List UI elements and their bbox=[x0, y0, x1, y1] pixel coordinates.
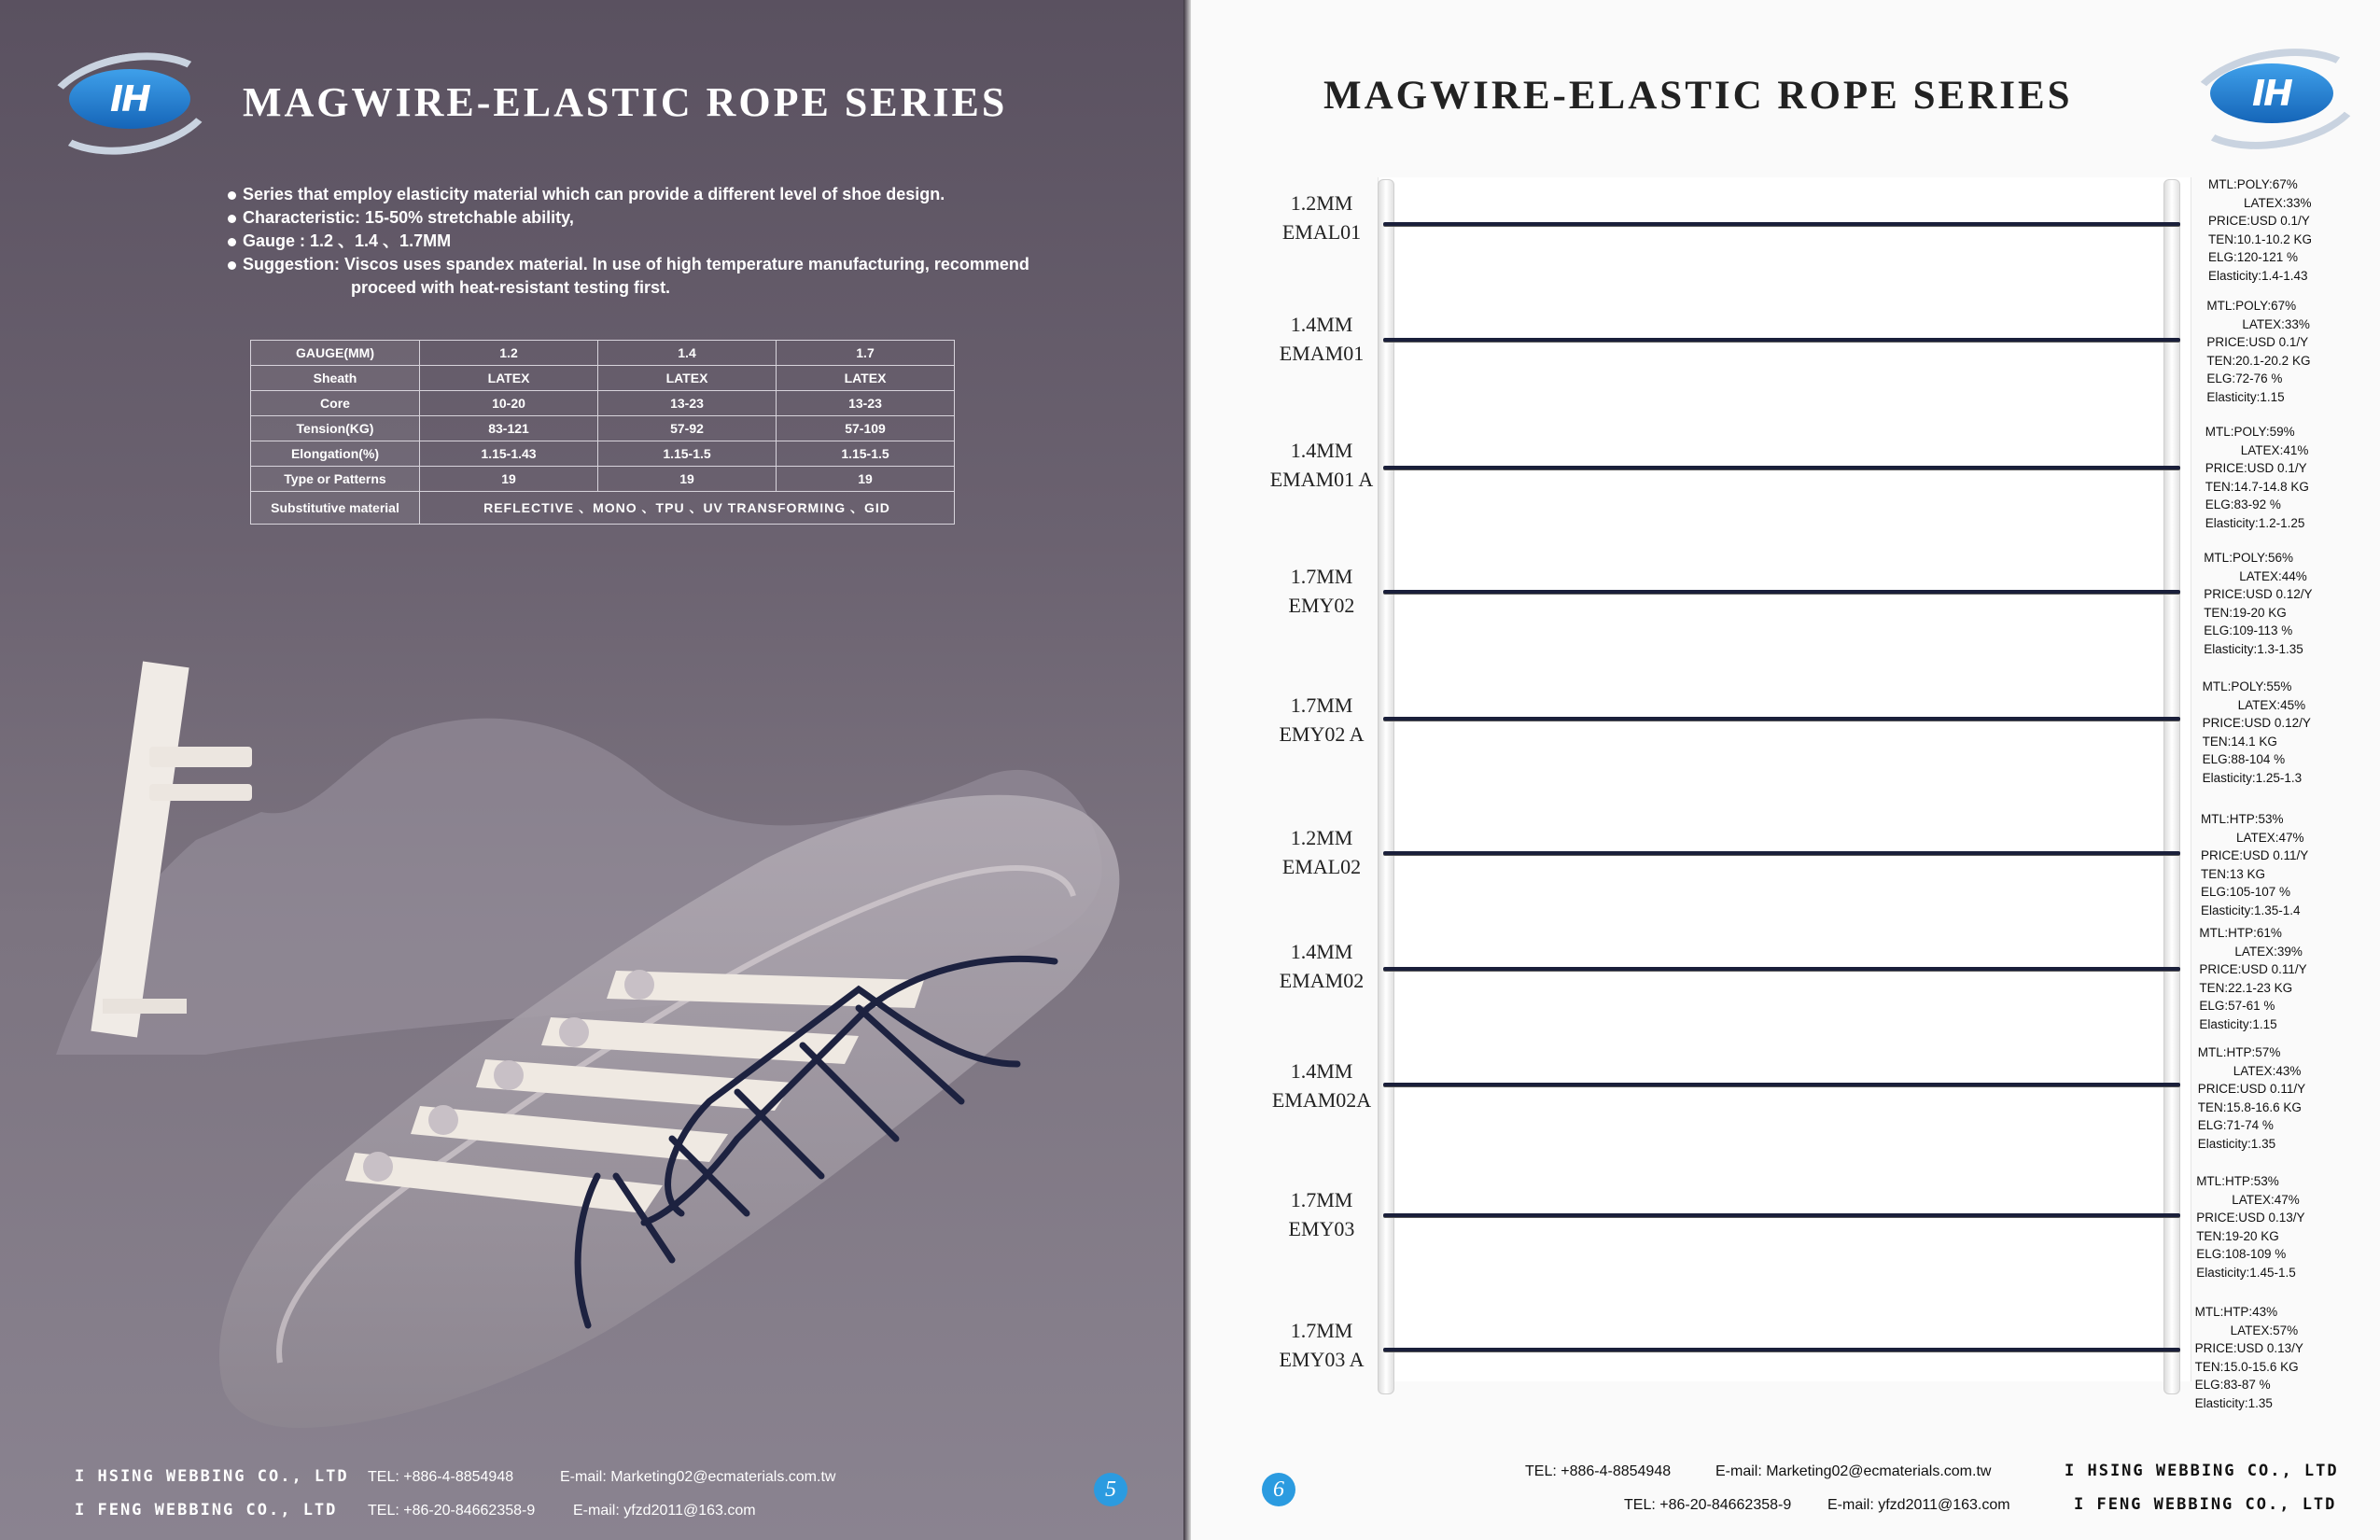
rope-spec-line: LATEX:39% bbox=[2234, 944, 2303, 959]
table-row bbox=[251, 441, 955, 467]
bullet-dot-icon bbox=[228, 238, 236, 246]
rope-sample-label bbox=[1219, 937, 1424, 995]
table-cell: 57-109 bbox=[777, 416, 955, 441]
rope-spec-line: PRICE:USD 0.1/Y bbox=[2205, 461, 2307, 475]
rope-spec-list bbox=[2206, 297, 2310, 406]
rope-sample-row bbox=[1191, 812, 2380, 933]
rope-code: EMAM01 A bbox=[1269, 468, 1374, 491]
rope-spec-line: Elasticity:1.4-1.43 bbox=[2208, 268, 2308, 283]
rope-spec-line: MTL:HTP:53% bbox=[2196, 1174, 2279, 1188]
table-cell: Elongation(%) bbox=[251, 441, 420, 467]
table-cell: 19 bbox=[777, 467, 955, 492]
rope-spec-list bbox=[2205, 423, 2309, 532]
rope-spec-line: Elasticity:1.25-1.3 bbox=[2202, 770, 2303, 785]
rope-spec-line: PRICE:USD 0.11/Y bbox=[2197, 1082, 2306, 1096]
table-row bbox=[251, 391, 955, 416]
rope-spec-line: PRICE:USD 0.11/Y bbox=[2199, 962, 2307, 976]
table-cell: LATEX bbox=[420, 366, 598, 391]
rope-spec-line: LATEX:43% bbox=[2233, 1063, 2302, 1078]
rope-gauge: 1.4MM bbox=[1290, 1059, 1353, 1083]
rope-spec-line: TEN:10.1-10.2 KG bbox=[2208, 231, 2313, 246]
rope-spec-line: TEN:20.1-20.2 KG bbox=[2206, 353, 2311, 368]
rope-spec-line: MTL:HTP:57% bbox=[2197, 1045, 2281, 1059]
rope-sample-row bbox=[1191, 551, 2380, 672]
rope-spec-line: MTL:POLY:59% bbox=[2205, 425, 2295, 439]
footer-tel-2: TEL: +86-20-84662358-9 bbox=[368, 1503, 536, 1519]
bullet-dot-icon bbox=[228, 191, 236, 200]
rope-spec-line: PRICE:USD 0.13/Y bbox=[2194, 1341, 2303, 1355]
rope-spec-line: MTL:HTP:43% bbox=[2194, 1305, 2278, 1319]
shoe-illustration bbox=[0, 616, 1183, 1456]
page-title: MAGWIRE-ELASTIC ROPE SERIES bbox=[1323, 74, 2073, 118]
rope-spec-line: ELG:72-76 % bbox=[2206, 371, 2283, 385]
page-title: MAGWIRE-ELASTIC ROPE SERIES bbox=[243, 79, 1008, 125]
bullet-dot-icon bbox=[228, 261, 236, 270]
rope-code: EMAM01 bbox=[1279, 342, 1365, 365]
table-cell: Tension(KG) bbox=[251, 416, 420, 441]
page-gutter bbox=[1183, 0, 1191, 1540]
table-cell: 10-20 bbox=[420, 391, 598, 416]
rope-sample bbox=[1383, 717, 2180, 721]
footer-tel-1: TEL: +886-4-8854948 bbox=[1525, 1463, 1672, 1479]
rope-spec-line: ELG:71-74 % bbox=[2197, 1118, 2274, 1132]
rope-spec-line: Elasticity:1.35-1.4 bbox=[2201, 903, 2301, 917]
rope-gauge: 1.2MM bbox=[1290, 826, 1353, 849]
rope-spec-line: LATEX:44% bbox=[2239, 568, 2307, 583]
rope-sample bbox=[1383, 222, 2180, 226]
rope-spec-list bbox=[2199, 924, 2306, 1033]
rope-spec-line: LATEX:47% bbox=[2232, 1192, 2300, 1207]
rope-sample-label bbox=[1219, 189, 1424, 246]
rope-spec-line: TEN:15.0-15.6 KG bbox=[2194, 1359, 2299, 1374]
table-row bbox=[251, 416, 955, 441]
rope-spec-line: ELG:57-61 % bbox=[2199, 999, 2275, 1013]
rope-sample-row bbox=[1191, 425, 2380, 546]
rope-gauge: 1.7MM bbox=[1290, 565, 1353, 588]
footer-email-2: E-mail: yfzd2011@163.com bbox=[573, 1503, 756, 1519]
table-cell: Type or Patterns bbox=[251, 467, 420, 492]
rope-spec-line: PRICE:USD 0.12/Y bbox=[2204, 587, 2313, 601]
rope-spec-line: LATEX:57% bbox=[2230, 1323, 2299, 1337]
rope-spec-list bbox=[2195, 1303, 2303, 1412]
left-page bbox=[0, 0, 1183, 1540]
rope-spec-line: Elasticity:1.45-1.5 bbox=[2196, 1265, 2296, 1280]
rope-code: EMY02 bbox=[1288, 594, 1355, 617]
table-header-cell: GAUGE(MM) bbox=[251, 341, 420, 366]
rope-spec-line: MTL:POLY:56% bbox=[2204, 551, 2293, 565]
table-cell: 83-121 bbox=[420, 416, 598, 441]
table-header-cell: 1.4 bbox=[598, 341, 777, 366]
rope-spec-line: TEN:19-20 KG bbox=[2204, 605, 2287, 620]
table-cell: LATEX bbox=[598, 366, 777, 391]
rope-spec-line: TEN:14.1 KG bbox=[2202, 734, 2277, 749]
rope-spec-list bbox=[2203, 678, 2311, 787]
page-number: 6 bbox=[1262, 1473, 1295, 1506]
table-row bbox=[251, 467, 955, 492]
rope-spec-line: ELG:120-121 % bbox=[2208, 250, 2299, 264]
table-cell: 13-23 bbox=[777, 391, 955, 416]
rope-sample-row bbox=[1191, 926, 2380, 1047]
rope-spec-line: MTL:HTP:61% bbox=[2199, 926, 2282, 940]
bullet-item: Gauge : 1.2 、1.4 、1.7MM bbox=[228, 230, 1105, 253]
rope-code: EMAL02 bbox=[1281, 855, 1362, 878]
rope-code: EMAM02A bbox=[1271, 1088, 1372, 1112]
rope-spec-line: Elasticity:1.3-1.35 bbox=[2204, 641, 2303, 656]
rope-sample-row bbox=[1191, 679, 2380, 801]
table-cell: 19 bbox=[598, 467, 777, 492]
rope-sample bbox=[1383, 590, 2180, 594]
rope-spec-line: TEN:19-20 KG bbox=[2196, 1228, 2279, 1243]
rope-spec-line: TEN:14.7-14.8 KG bbox=[2205, 479, 2309, 494]
rope-gauge: 1.4MM bbox=[1290, 313, 1353, 336]
rope-spec-line: LATEX:47% bbox=[2236, 830, 2304, 845]
rope-spec-line: Elasticity:1.15 bbox=[2206, 389, 2285, 404]
rope-spec-line: ELG:109-113 % bbox=[2204, 623, 2293, 637]
rope-spec-list bbox=[2204, 549, 2312, 658]
table-cell: Core bbox=[251, 391, 420, 416]
table-cell: 13-23 bbox=[598, 391, 777, 416]
rope-sample-row bbox=[1191, 1174, 2380, 1295]
rope-spec-line: ELG:83-87 % bbox=[2194, 1378, 2271, 1392]
rope-code: EMAL01 bbox=[1281, 220, 1362, 244]
table-header-row bbox=[251, 341, 955, 366]
footer-company-2: I FENG WEBBING CO., LTD bbox=[75, 1501, 338, 1519]
rope-spec-line: PRICE:USD 0.1/Y bbox=[2206, 335, 2309, 349]
brand-logo bbox=[43, 47, 220, 149]
footer-tel-1: TEL: +886-4-8854948 bbox=[368, 1469, 514, 1485]
rope-spec-line: LATEX:41% bbox=[2240, 442, 2309, 457]
rope-gauge: 1.4MM bbox=[1290, 439, 1353, 462]
rope-sample-row bbox=[1191, 299, 2380, 420]
footer-company-1: I HSING WEBBING CO., LTD bbox=[2065, 1462, 2339, 1480]
rope-gauge: 1.7MM bbox=[1290, 1319, 1353, 1342]
footer-email-1: E-mail: Marketing02@ecmaterials.com.tw bbox=[560, 1469, 836, 1485]
table-cell: REFLECTIVE 、MONO 、TPU 、UV TRANSFORMING 、GID bbox=[420, 492, 955, 525]
table-cell: 1.15-1.5 bbox=[777, 441, 955, 467]
rope-spec-list bbox=[2196, 1172, 2304, 1281]
rope-spec-line: LATEX:33% bbox=[2244, 195, 2312, 210]
rope-spec-line: ELG:88-104 % bbox=[2202, 752, 2286, 766]
spec-table bbox=[250, 340, 955, 525]
table-cell: 57-92 bbox=[598, 416, 777, 441]
footer-company-1: I HSING WEBBING CO., LTD bbox=[75, 1467, 349, 1486]
rope-sample-label bbox=[1219, 436, 1424, 494]
rope-spec-list bbox=[2198, 1043, 2305, 1153]
rope-sample-row bbox=[1191, 177, 2380, 299]
rope-sample bbox=[1383, 851, 2180, 855]
rope-sample bbox=[1383, 1083, 2180, 1086]
rope-spec-line: Elasticity:1.2-1.25 bbox=[2205, 515, 2305, 530]
bullet-item: Characteristic: 15-50% stretchable ability, bbox=[228, 206, 1105, 230]
rope-spec-line: MTL:POLY:67% bbox=[2208, 177, 2298, 191]
table-header-cell: 1.7 bbox=[777, 341, 955, 366]
rope-spec-line: LATEX:33% bbox=[2242, 316, 2310, 331]
table-row bbox=[251, 492, 955, 525]
footer-company-2: I FENG WEBBING CO., LTD bbox=[2074, 1495, 2337, 1514]
page-number: 5 bbox=[1094, 1473, 1127, 1506]
rope-sample bbox=[1383, 1348, 2180, 1351]
rope-spec-line: ELG:105-107 % bbox=[2201, 885, 2291, 899]
rope-spec-line: MTL:POLY:55% bbox=[2202, 679, 2292, 693]
bullet-dot-icon bbox=[228, 215, 236, 223]
rope-code: EMAM02 bbox=[1279, 969, 1365, 992]
rope-sample-row bbox=[1191, 1305, 2380, 1426]
rope-spec-line: TEN:13 KG bbox=[2201, 866, 2266, 881]
rope-spec-line: MTL:POLY:67% bbox=[2206, 299, 2297, 313]
rope-spec-line: PRICE:USD 0.12/Y bbox=[2202, 716, 2311, 730]
table-cell: LATEX bbox=[777, 366, 955, 391]
table-cell: 19 bbox=[420, 467, 598, 492]
rope-sample bbox=[1383, 466, 2180, 469]
rope-sample bbox=[1383, 1213, 2180, 1217]
brand-logo-text: IH bbox=[110, 78, 149, 119]
rope-sample-row bbox=[1191, 1045, 2380, 1167]
rope-code: EMY03 bbox=[1288, 1217, 1355, 1240]
rope-spec-line: TEN:15.8-16.6 KG bbox=[2197, 1099, 2302, 1114]
brand-logo-text: IH bbox=[2252, 73, 2291, 114]
rope-spec-line: PRICE:USD 0.1/Y bbox=[2208, 214, 2310, 228]
rope-code: EMY02 A bbox=[1279, 722, 1365, 746]
table-cell: Sheath bbox=[251, 366, 420, 391]
rope-spec-line: Elasticity:1.15 bbox=[2199, 1016, 2277, 1031]
table-cell: 1.15-1.43 bbox=[420, 441, 598, 467]
rope-gauge: 1.4MM bbox=[1290, 940, 1353, 963]
rope-spec-line: PRICE:USD 0.13/Y bbox=[2196, 1211, 2305, 1225]
rope-spec-list bbox=[2201, 810, 2308, 919]
rope-code: EMY03 A bbox=[1279, 1348, 1365, 1371]
rope-spec-line: Elasticity:1.35 bbox=[2194, 1395, 2273, 1410]
table-cell: Substitutive material bbox=[251, 492, 420, 525]
rope-spec-list bbox=[2208, 175, 2312, 285]
bullet-item: Suggestion: Viscos uses spandex material. In use of high temperature manufacturing, recommend bbox=[228, 253, 1105, 276]
bullet-continuation: proceed with heat-resistant testing first. bbox=[351, 278, 671, 297]
feature-bullets bbox=[228, 183, 1105, 300]
rope-sample-label bbox=[1219, 1316, 1424, 1374]
footer-tel-2: TEL: +86-20-84662358-9 bbox=[1624, 1497, 1792, 1513]
rope-spec-line: TEN:22.1-23 KG bbox=[2199, 980, 2293, 995]
rope-spec-line: PRICE:USD 0.11/Y bbox=[2201, 848, 2309, 862]
rope-sample bbox=[1383, 967, 2180, 971]
rope-spec-line: LATEX:45% bbox=[2237, 697, 2306, 712]
table-header-cell: 1.2 bbox=[420, 341, 598, 366]
rope-spec-line: ELG:83-92 % bbox=[2205, 497, 2281, 511]
rope-gauge: 1.2MM bbox=[1290, 191, 1353, 215]
table-row bbox=[251, 366, 955, 391]
table-cell: 1.15-1.5 bbox=[598, 441, 777, 467]
footer-email-2: E-mail: yfzd2011@163.com bbox=[1827, 1497, 2010, 1513]
footer-email-1: E-mail: Marketing02@ecmaterials.com.tw bbox=[1715, 1463, 1992, 1479]
rope-sample bbox=[1383, 338, 2180, 342]
rope-gauge: 1.7MM bbox=[1290, 1188, 1353, 1211]
bullet-item: Series that employ elasticity material which can provide a different level of shoe design. bbox=[228, 183, 1105, 206]
brand-logo bbox=[2180, 41, 2367, 144]
rope-spec-line: MTL:HTP:53% bbox=[2201, 812, 2284, 826]
rope-gauge: 1.7MM bbox=[1290, 693, 1353, 717]
rope-spec-line: Elasticity:1.35 bbox=[2197, 1136, 2276, 1151]
right-page bbox=[1191, 0, 2380, 1540]
rope-spec-line: ELG:108-109 % bbox=[2196, 1247, 2287, 1261]
